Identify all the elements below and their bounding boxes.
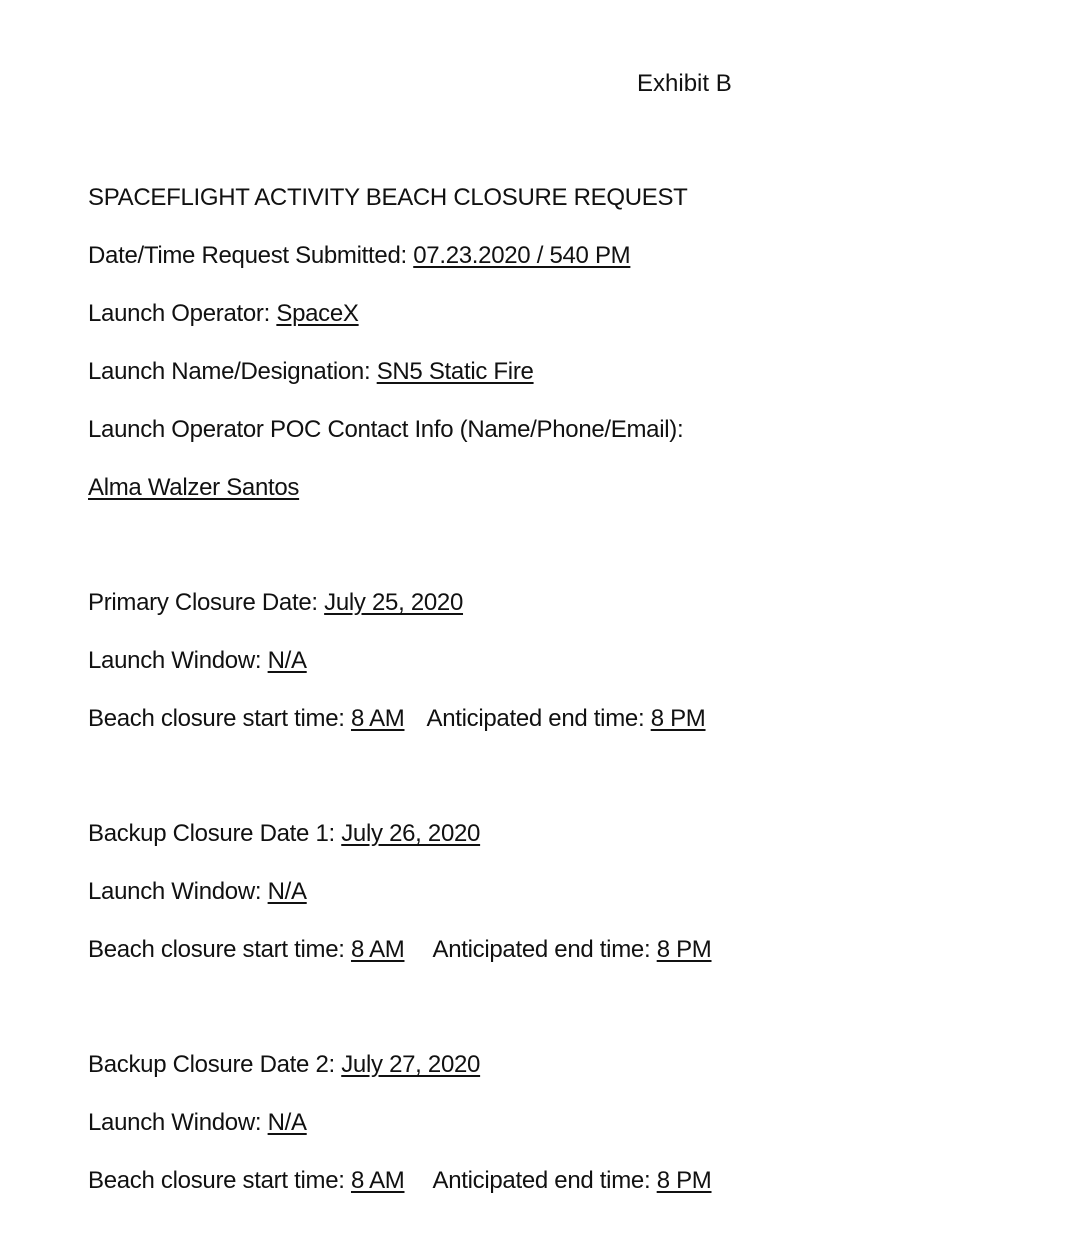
launch-window bbox=[88, 878, 307, 906]
value: 07.23.2020 / 540 PM bbox=[413, 242, 631, 269]
poc-label: Launch Operator POC Contact Info (Name/Phone/Email): bbox=[88, 416, 684, 443]
label: Anticipated end time: bbox=[432, 936, 657, 963]
label: Launch Window: bbox=[88, 647, 268, 674]
label: Launch Window: bbox=[88, 878, 268, 905]
value: N/A bbox=[267, 878, 307, 905]
value: 8 PM bbox=[656, 936, 712, 963]
value: 8 AM bbox=[350, 936, 405, 963]
label: Beach closure start time: bbox=[88, 1167, 351, 1194]
label: Backup Closure Date 2: bbox=[88, 1051, 342, 1078]
label: Anticipated end time: bbox=[426, 705, 651, 732]
label: Launch Window: bbox=[88, 1109, 268, 1136]
value: 8 AM bbox=[350, 1167, 405, 1194]
poc-value bbox=[88, 474, 299, 502]
launch-window bbox=[88, 1109, 307, 1137]
value: SN5 Static Fire bbox=[376, 358, 534, 385]
exhibit-label: Exhibit B bbox=[637, 70, 732, 97]
value: July 27, 2020 bbox=[341, 1051, 481, 1078]
label: Date/Time Request Submitted: bbox=[88, 242, 414, 269]
value: July 26, 2020 bbox=[341, 820, 481, 847]
closure-times bbox=[88, 1167, 712, 1195]
launch-window bbox=[88, 647, 307, 675]
value: N/A bbox=[267, 1109, 307, 1136]
operator-line bbox=[88, 300, 359, 328]
label: Primary Closure Date: bbox=[88, 589, 325, 616]
label: Launch Operator: bbox=[88, 300, 277, 327]
label: Beach closure start time: bbox=[88, 705, 351, 732]
label: Launch Name/Designation: bbox=[88, 358, 377, 385]
label: Beach closure start time: bbox=[88, 936, 351, 963]
value: July 25, 2020 bbox=[324, 589, 464, 616]
closure-times bbox=[88, 705, 706, 733]
heading: SPACEFLIGHT ACTIVITY BEACH CLOSURE REQUEST bbox=[88, 184, 688, 211]
label: Backup Closure Date 1: bbox=[88, 820, 342, 847]
closure-date bbox=[88, 589, 463, 617]
value: 8 PM bbox=[650, 705, 706, 732]
value: N/A bbox=[267, 647, 307, 674]
label: Anticipated end time: bbox=[432, 1167, 657, 1194]
value: SpaceX bbox=[276, 300, 359, 327]
value: 8 PM bbox=[656, 1167, 712, 1194]
designation-line bbox=[88, 358, 534, 386]
closure-date bbox=[88, 820, 480, 848]
closure-times bbox=[88, 936, 712, 964]
value: Alma Walzer Santos bbox=[88, 474, 300, 501]
submitted-line bbox=[88, 242, 630, 270]
value: 8 AM bbox=[350, 705, 405, 732]
closure-date bbox=[88, 1051, 480, 1079]
